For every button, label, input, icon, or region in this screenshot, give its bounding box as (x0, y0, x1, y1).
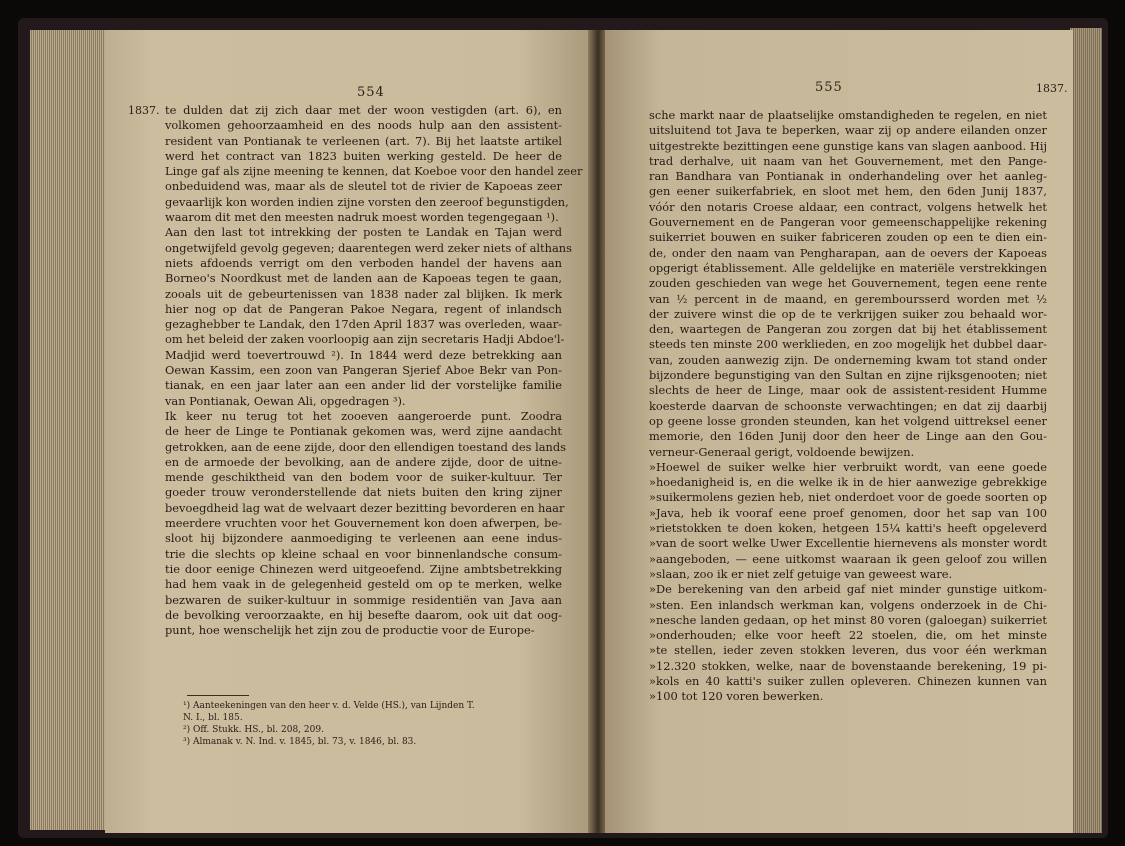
text-line: niets afdoends verrigt om den verboden handel der havens aan (165, 255, 562, 270)
footnotes (183, 700, 561, 748)
text-line: »rietstokken te doen koken, hetgeen 15¼ katti's heeft opgeleverd (649, 521, 1047, 536)
left-page (105, 30, 590, 833)
text-line: had hem vaak in de gelegenheid gesteld om op te merken, welke (165, 577, 562, 592)
text-line: »te stellen, ieder zeven stokken leveren, dus voor één werkman (649, 643, 1047, 658)
margin-year: 1837. (1036, 82, 1068, 95)
margin-year: 1837. (128, 104, 160, 117)
text-line: »slaan, zoo ik er niet zelf getuige van geweest ware. (649, 566, 953, 581)
text-line: »100 tot 120 voren bewerken. (649, 689, 824, 704)
text-line: ²) Off. Stukk. HS., bl. 208, 209. (183, 725, 324, 735)
text-line: »sten. Een inlandsch werkman kan, volgens onderzoek in de Chi- (649, 597, 1047, 612)
page-number: 555 (815, 80, 843, 95)
page-edges-left (30, 30, 110, 830)
text-line: trad derhalve, uit naam van het Gouvernement, met den Pange- (649, 153, 1047, 168)
text-line: ³) Almanak v. N. Ind. v. 1845, bl. 73, v. 1846, bl. 83. (183, 737, 417, 747)
text-line: sche markt naar de plaatselijke omstandigheden te regelen, en niet (649, 108, 1047, 122)
text-line: »hoedanigheid is, en die welke ik in de hier aanwezige gebrekkige (649, 475, 1047, 490)
text-line: meerdere vruchten voor het Gouvernement kon doen afwerpen, be- (165, 516, 562, 531)
text-line: tianak, en een jaar later aan een ander lid der vorstelijke familie (165, 378, 562, 393)
text-line: der zuivere winst die op de te verkrijgen suiker zou behaald wor- (649, 306, 1047, 321)
text-line: de bevolking veroorzaakte, en hij besefte daarom, ook uit dat oog- (165, 607, 562, 622)
text-line: Ik keer nu terug tot het zooeven aangeroerde punt. Zoodra (165, 408, 562, 423)
text-line: Linge gaf als zijne meening te kennen, dat Koeboe voor den handel zeer (165, 164, 583, 179)
text-line: mende geschiktheid van den bodem voor de suiker-kultuur. Ter (165, 470, 562, 485)
text-line: sloot hij bijzondere aanmoediging te verleenen aan eene indus- (165, 531, 562, 546)
text-line: en de armoede der bevolking, aan de andere zijde, door de uitne- (165, 454, 562, 469)
text-line: »kols en 40 katti's suiker zullen opleveren. Chinezen kunnen van (649, 673, 1047, 688)
text-line: bijzondere begunstiging van den Sultan en zijne rijksgenooten; niet (649, 368, 1047, 383)
page-number: 554 (357, 85, 385, 100)
text-line: bezwaren de suiker-kultuur in sommige residentiën van Java aan (165, 592, 562, 607)
text-line: »suikermolens gezien heb, niet onderdoet voor de goede soorten op (649, 490, 1047, 505)
text-line: zouden geschieden van wege het Gouvernement, tegen eene rente (649, 276, 1047, 291)
right-page-body (649, 108, 1047, 705)
text-line: gevaarlijk kon worden indien zijne vorsten den zeeroof begunstigden, (165, 194, 569, 209)
text-line: koesterde daarvan de schoonste verwachtingen; en dat zij daarbij (649, 398, 1047, 413)
text-line: werd het contract van 1823 buiten werking gesteld. De heer de (165, 148, 562, 163)
text-line: volkomen gehoorzaamheid en des noods hulp aan den assistent- (165, 118, 562, 133)
text-line: bevoegdheid lag wat de welvaart dezer bezitting bevorderen en haar (165, 500, 565, 515)
text-line: opgerigt établissement. Alle geldelijke en materiële verstrekkingen (649, 260, 1047, 275)
text-line: zooals uit de gebeurtenissen van 1838 nader zal blijken. Ik merk (165, 286, 562, 301)
text-line: verneur-Generaal gerigt, voldoende bewijzen. (649, 444, 915, 459)
text-line: »Java, heb ik vooraf eene proef genomen, door het sap van 100 (649, 505, 1047, 520)
text-line: punt, hoe wenschelijk het zijn zou de productie voor de Europe- (165, 623, 535, 638)
text-line: suikerriet bouwen en suiker fabriceren zouden op een te dien ein- (649, 230, 1047, 245)
text-line: waarom dit met den meesten nadruk moest worden tegengegaan ¹). (165, 210, 559, 225)
text-line: te dulden dat zij zich daar met der woon vestigden (art. 6), en (165, 103, 562, 117)
text-line: gen eener suikerfabriek, en sloot met hem, den 6den Junij 1837, (649, 184, 1047, 199)
text-line: op geene losse gronden steunden, kan het volgend uittreksel eener (649, 413, 1047, 428)
text-line: slechts de heer de Linge, maar ook de assistent-resident Humme (649, 383, 1047, 398)
text-line: hier nog op dat de Pangeran Pakoe Negara, regent of inlandsch (165, 301, 562, 316)
text-line: om het beleid der zaken voorloopig aan zijn secretaris Hadji Abdoe'l- (165, 332, 565, 347)
text-line: »van de soort welke Uwer Excellentie hiernevens als monster wordt (649, 536, 1047, 551)
page-edges-right (1070, 28, 1102, 833)
text-line: resident van Pontianak te verleenen (art. 7). Bij het laatste artikel (165, 133, 562, 148)
text-line: ongetwijfeld gevolg gegeven; daarentegen werd zeker niets of althans (165, 240, 572, 255)
text-line: Borneo's Noordkust met de landen aan de Kapoeas tegen te gaan, (165, 271, 562, 286)
text-line: »onderhouden; elke voor heeft 22 stoelen, die, om het minste (649, 628, 1047, 643)
text-line: gezaghebber te Landak, den 17den April 1837 was overleden, waar- (165, 317, 562, 332)
text-line: ¹) Aanteekeningen van den heer v. d. Velde (HS.), van Lijnden T. (183, 701, 475, 711)
text-line: de, onder den naam van Pengharapan, aan de oevers der Kapoeas (649, 245, 1047, 260)
text-line: tie door eenige Chinezen werd uitgeoefend. Zijne ambtsbetrekking (165, 561, 562, 576)
text-line: getrokken, aan de eene zijde, door den ellendigen toestand des lands (165, 439, 566, 454)
text-line: memorie, den 16den Junij door den heer de Linge aan den Gou- (649, 429, 1047, 444)
text-line: steeds ten minste 200 werklieden, en zoo mogelijk het dubbel daar- (649, 337, 1047, 352)
text-line: den, waartegen de Pangeran zou zorgen dat bij het établissement (649, 322, 1047, 337)
text-line: onbeduidend was, maar als de sleutel tot de rivier de Kapoeas zeer (165, 179, 562, 194)
text-line: Gouvernement en de Pangeran voor gemeenschappelijke rekening (649, 215, 1047, 230)
text-line: vóór den notaris Croese aldaar, een contract, volgens hetwelk het (649, 199, 1047, 214)
text-line: de heer de Linge te Pontianak gekomen was, werd zijne aandacht (165, 424, 562, 439)
text-line: Aan den last tot intrekking der posten te Landak en Tajan werd (165, 225, 562, 240)
text-line: Oewan Kassim, een zoon van Pangeran Sjerief Aboe Bekr van Pon- (165, 363, 562, 378)
text-line: »De berekening van den arbeid gaf niet minder gunstige uitkom- (649, 582, 1047, 597)
text-line: N. I., bl. 185. (183, 713, 243, 723)
text-line: uitgestrekte bezittingen eene gunstige kans van slagen aanbood. Hij (649, 138, 1047, 153)
text-line: goeder trouw veronderstellende dat niets buiten den kring zijner (165, 485, 562, 500)
text-line: trie die slechts op kleine schaal en voor binnenlandsche consum- (165, 546, 562, 561)
text-line: »aangeboden, — eene uitkomst waaraan ik geen geloof zou willen (649, 551, 1047, 566)
text-line: van Pontianak, Oewan Ali, opgedragen ³). (165, 393, 406, 408)
text-line: van ½ percent in de maand, en geremboursserd worden met ½ (649, 291, 1047, 306)
text-line: »nesche landen gedaan, op het minst 80 voren (galoegan) suikerriet (649, 612, 1047, 627)
text-line: van, zouden aanwezig zijn. De onderneming kwam tot stand onder (649, 352, 1047, 367)
text-line: Madjid werd toevertrouwd ²). In 1844 werd deze betrekking aan (165, 347, 562, 362)
text-line: »Hoewel de suiker welke hier verbruikt wordt, van eene goede (649, 459, 1047, 474)
text-line: uitsluitend tot Java te beperken, waar zij op andere eilanden onzer (649, 123, 1047, 138)
text-line: ran Bandhara van Pontianak in onderhandeling over het aanleg- (649, 169, 1047, 184)
left-page-body (165, 103, 583, 638)
right-page (605, 30, 1073, 833)
footnote-rule (187, 695, 249, 696)
text-line: »12.320 stokken, welke, naar de bovenstaande berekening, 19 pi- (649, 658, 1047, 673)
